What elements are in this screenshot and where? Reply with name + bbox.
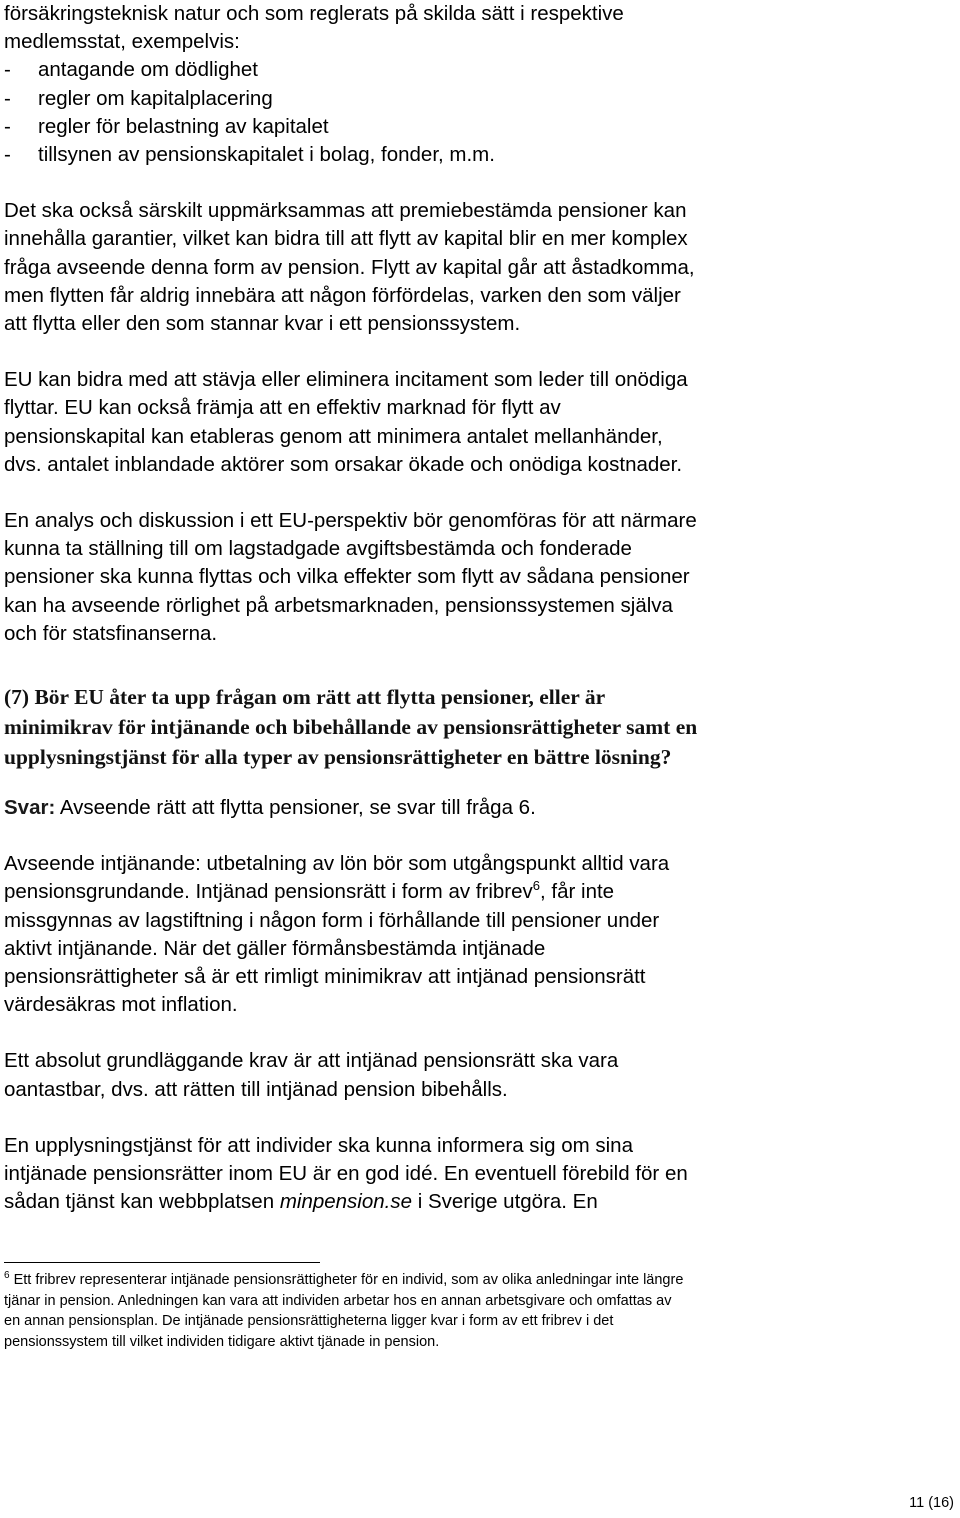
paragraph-analysis [4,507,954,648]
answer-text: Avseende rätt att flytta pensioner, se svar till fråga 6. [55,796,536,820]
answer-paragraph [4,794,954,822]
list-item [4,85,954,113]
footnote-line: tjänar in pension. Anledningen kan vara att individen arbetar hos en annan arbetsgivare och omfattas av [4,1292,672,1309]
intro-paragraph [4,0,954,56]
paragraph-line: fråga avseende denna form av pension. Flytt av kapital går att åstadkomma, [4,255,695,279]
list-item-text: tillsynen av pensionskapitalet i bolag, fonder, m.m. [38,143,495,167]
question-line: (7) Bör EU åter ta upp frågan om rätt att flytta pensioner, eller är [4,685,606,710]
list-dash: - [4,86,11,110]
example-list [4,56,954,169]
intro-line-2: medlemsstat, exempelvis: [4,30,240,54]
footnote-line: Ett fribrev representerar intjänade pensionsrättigheter för en individ, som av olika anledningar inte längre [9,1272,684,1288]
paragraph-line: pensionsgrundande. Intjänad pensionsrätt i form av fribrev [4,880,533,904]
paragraph-line: Avseende intjänande: utbetalning av lön bör som utgångspunkt alltid vara [4,852,670,876]
list-item [4,141,954,169]
question-heading [4,682,954,772]
paragraph-line: pensionsrättigheter så är ett rimligt minimikrav att intjänad pensionsrätt [4,965,646,989]
paragraph-line: pensioner ska kunna flyttas och vilka effekter som flytt av sådana pensioner [4,565,690,589]
paragraph-guarantees [4,197,954,338]
list-item-text: regler för belastning av kapitalet [38,114,329,138]
paragraph-line: att flytta eller den som stannar kvar i ett pensionssystem. [4,312,521,336]
answer-label: Svar: [4,796,56,820]
paragraph-line: värdesäkras mot inflation. [4,993,238,1017]
paragraph-line: i Sverige utgöra. En [412,1190,598,1214]
footnote-number: 6 [4,1270,10,1281]
paragraph-line: missgynnas av lagstiftning i någon form i förhållande till pensioner under [4,908,660,932]
paragraph-line: och för statsfinanserna. [4,621,218,645]
paragraph-line: flyttar. EU kan också främja att en effektiv marknad för flytt av [4,396,561,420]
paragraph-line: En analys och diskussion i ett EU-perspektiv bör genomföras för att närmare [4,509,697,533]
footnote-line: pensionssystem till vilket individen tidigare aktivt tjänade in pension. [4,1333,440,1350]
paragraph-line: dvs. antalet inblandade aktörer som orsakar ökade och onödiga kostnader. [4,452,683,476]
footnote-separator [4,1262,320,1263]
document-page [4,0,954,1217]
paragraph-information-service [4,1132,954,1217]
paragraph-line: kan ha avseende rörlighet på arbetsmarknaden, pensionssystemen själva [4,593,673,617]
footnote-reference: 6 [532,878,540,894]
intro-line-1: försäkringsteknisk natur och som reglerats på skilda sätt i respektive [4,2,624,25]
paragraph-line: intjänade pensionsrätter inom EU är en god idé. En eventuell förebild för en [4,1162,688,1186]
footnote [4,1270,944,1352]
list-item-text: regler om kapitalplacering [38,86,273,110]
paragraph-line: aktivt intjänande. När det gäller förmånsbestämda intjänade [4,936,546,960]
paragraph-line: oantastbar, dvs. att rätten till intjänad pension bibehålls. [4,1077,508,1101]
paragraph-eu-incentives [4,366,954,479]
page-number: 11 (16) [909,1495,954,1511]
paragraph-line: sådan tjänst kan webbplatsen [4,1190,280,1214]
paragraph-line: Ett absolut grundläggande krav är att intjänad pensionsrätt ska vara [4,1049,619,1073]
website-name: minpension.se [279,1190,413,1214]
paragraph-line: En upplysningstjänst för att individer ska kunna informera sig om sina [4,1133,633,1157]
paragraph-line: innehålla garantier, vilket kan bidra till att flytt av kapital blir en mer komplex [4,227,688,251]
paragraph-requirement [4,1047,954,1103]
question-line: upplysningstjänst för alla typer av pensionsrättigheter en bättre lösning? [4,745,672,770]
paragraph-line: pensionskapital kan etableras genom att minimera antalet mellanhänder, [4,424,663,448]
footnote-line: en annan pensionsplan. De intjänade pensionsrättigheterna ligger kvar i form av ett fribrev i det [4,1313,614,1329]
list-dash: - [4,58,11,82]
paragraph-line: EU kan bidra med att stävja eller eliminera incitament som leder till onödiga [4,368,688,392]
paragraph-line: men flytten får aldrig innebära att någon förfördelas, varken den som väljer [4,283,681,307]
list-item-text: antagande om dödlighet [38,58,258,82]
paragraph-accrual [4,850,954,1019]
list-item [4,56,954,84]
paragraph-line: kunna ta ställning till om lagstadgade avgiftsbestämda och fonderade [4,537,632,561]
paragraph-line: , får inte [540,880,615,904]
list-dash: - [4,143,11,167]
list-item [4,113,954,141]
question-line: minimikrav för intjänande och bibehållande av pensionsrättigheter samt en [4,715,698,740]
list-dash: - [4,114,11,138]
paragraph-line: Det ska också särskilt uppmärksammas att premiebestämda pensioner kan [4,199,687,223]
